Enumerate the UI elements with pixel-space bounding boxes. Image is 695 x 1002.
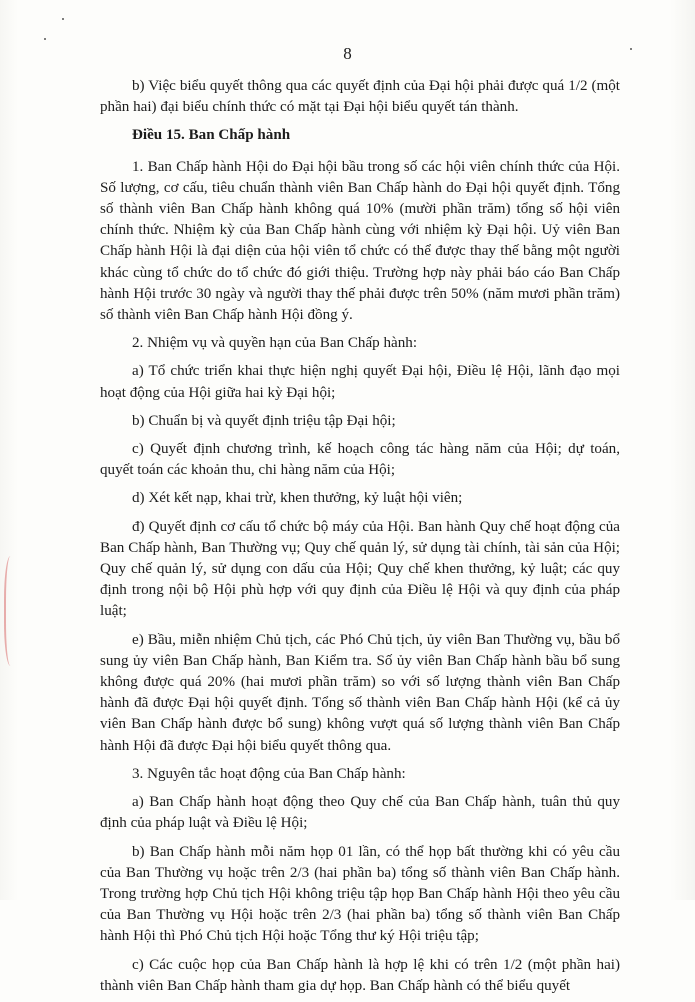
paragraph-principles-heading: 3. Nguyên tắc hoạt động của Ban Chấp hành: <box>132 765 406 782</box>
list-item-duty-d: d) Xét kết nạp, khai trừ, khen thưởng, kỷ luật hội viên; <box>132 490 463 507</box>
list-item-principle-b: b) Ban Chấp hành mỗi năm họp 01 lần, có thể họp bất thường khi có yêu cầu của Ban Thường vụ hoặc trên 2/3 (hai phần ba) tổng số thành viên Ban Chấp hành. Trong trường hợp Chủ tịch Hội không triệu tập họp Ban Chấp hành Hội theo yêu cầu của Ban Thường vụ Hội hoặc trên 2/3 (hai phần ba) tổng số thành viên Ban Chấp hành Hội thì Phó Chủ tịch Hội hoặc Tổng thư ký Hội triệu tập; <box>100 843 620 945</box>
page-number: 8 <box>343 44 352 63</box>
document-body <box>100 76 620 1002</box>
scan-speck <box>62 18 64 20</box>
list-item-duty-e: e) Bầu, miễn nhiệm Chủ tịch, các Phó Chủ tịch, ủy viên Ban Thường vụ, bầu bổ sung ủy viên Ban Chấp hành, Ban Kiểm tra. Số ủy viên Ban Chấp hành bầu bổ sung không được quá 20% (hai mươi phần trăm) so với số lượng thành viên Ban Chấp hành đã được Đại hội quyết định. Tổng số thành viên Ban Chấp hành Hội (kể cả ủy viên Ban Chấp hành được bổ sung) không vượt quá số lượng thành viên Ban Chấp hành Hội đã được Đại hội biểu quyết thông qua. <box>100 631 620 754</box>
list-item-duty-c: c) Quyết định chương trình, kế hoạch công tác hàng năm của Hội; dự toán, quyết toán các khoản thu, chi hàng năm của Hội; <box>100 441 620 479</box>
list-item-duty-b: b) Chuẩn bị và quyết định triệu tập Đại hội; <box>132 412 396 429</box>
paragraph-duties-heading: 2. Nhiệm vụ và quyền hạn của Ban Chấp hành: <box>132 335 418 352</box>
article-15-heading: Điều 15. Ban Chấp hành <box>132 127 291 144</box>
paragraph-executive-board: 1. Ban Chấp hành Hội do Đại hội bầu trong số các hội viên chính thức của Hội. Số lượng, cơ cấu, tiêu chuẩn thành viên Ban Chấp hành do Đại hội quyết định. Tổng số thành viên Ban Chấp hành không quá 10% (mười phần trăm) tổng số hội viên chính thức. Nhiệm kỳ của Ban Chấp hành cùng với nhiệm kỳ Đại hội. Uỷ viên Ban Chấp hành Hội là đại diện của hội viên tổ chức có thể được thay thế bằng một người khác cùng tổ chức do tổ chức đó giới thiệu. Trường hợp này phải báo cáo Ban Chấp hành Hội trước 30 ngày và người thay thế phải được trên 50% (năm mươi phần trăm) số thành viên Ban Chấp hành Hội đồng ý. <box>100 158 620 324</box>
list-item-duty-a: a) Tổ chức triển khai thực hiện nghị quyết Đại hội, Điều lệ Hội, lãnh đạo mọi hoạt động của Hội giữa hai kỳ Đại hội; <box>100 363 620 401</box>
scan-speck <box>44 38 46 40</box>
list-item-duty-dd: đ) Quyết định cơ cấu tổ chức bộ máy của Hội. Ban hành Quy chế hoạt động của Ban Chấp hành, Ban Thường vụ; Quy chế quản lý, sử dụng tài chính, tài sản của Hội; Quy chế quản lý, sử dụng con dấu của Hội; Quy chế khen thưởng, kỷ luật; các quy định trong nội bộ Hội phù hợp với quy định của Điều lệ Hội và quy định của pháp luật; <box>100 518 620 620</box>
list-item-principle-c: c) Các cuộc họp của Ban Chấp hành là hợp lệ khi có trên 1/2 (một phần hai) thành viên Ban Chấp hành tham gia dự họp. Ban Chấp hành có thể biểu quyết <box>100 956 620 994</box>
scan-edge-mark <box>4 556 20 666</box>
paragraph-vote-approval: b) Việc biểu quyết thông qua các quyết định của Đại hội phải được quá 1/2 (một phần hai) đại biểu chính thức có mặt tại Đại hội biểu quyết tán thành. <box>100 78 620 116</box>
list-item-principle-a: a) Ban Chấp hành hoạt động theo Quy chế của Ban Chấp hành, tuân thủ quy định của pháp luật và Điều lệ Hội; <box>100 794 620 832</box>
